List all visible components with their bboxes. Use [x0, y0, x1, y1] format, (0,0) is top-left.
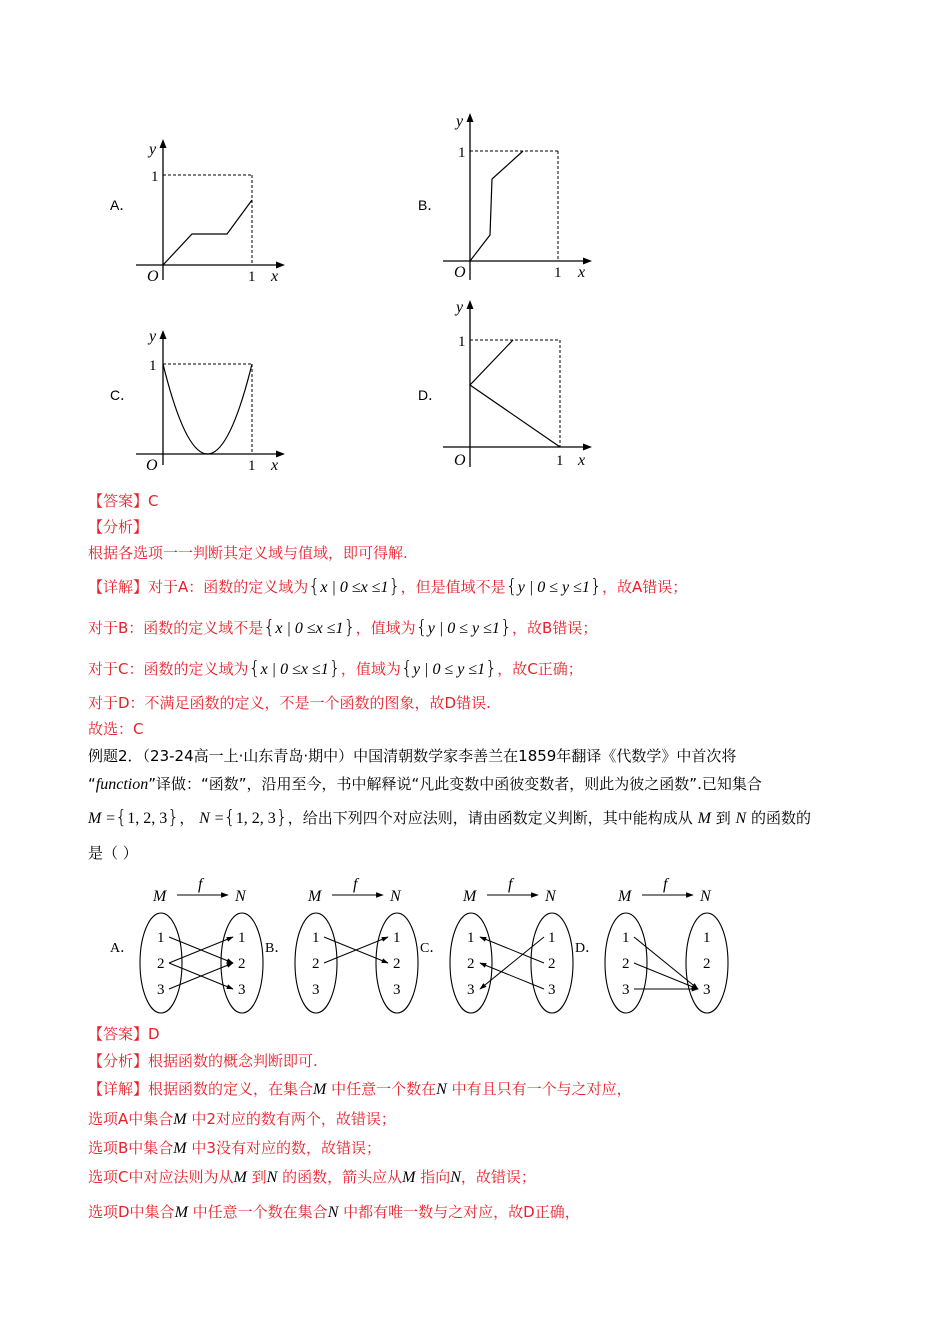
- map-f-label: f: [198, 876, 203, 893]
- analysis-tag-1: 【分析】: [88, 518, 149, 536]
- set-m-element: 3: [157, 982, 165, 998]
- set-n-element: 3: [548, 982, 556, 998]
- detail-line2-a: 选项A中集合M 中2对应的数有两个，故错误；: [88, 1110, 396, 1128]
- y-tick-1: 1: [458, 145, 466, 161]
- detail-line-b: 对于B：函数的定义域不是{x | 0 ≤x ≤1}，值域为{y | 0 ≤ y ≤1}，故B错误；: [88, 616, 598, 638]
- y-axis-label: y: [149, 141, 157, 158]
- origin-label: O: [147, 268, 159, 285]
- set-n-element: 3: [393, 982, 401, 998]
- set-m-element: 1: [312, 930, 320, 946]
- mapping-option-label: D．: [575, 941, 600, 956]
- origin-label: O: [454, 264, 466, 281]
- set-n-element: 3: [238, 982, 246, 998]
- set-n-element: 1: [703, 930, 711, 946]
- y-axis-label: y: [149, 328, 157, 345]
- mapping-diagrams: [100, 870, 760, 1020]
- graph-a: [130, 135, 300, 290]
- set-n-label: N: [545, 888, 556, 905]
- answer-line-2: 【答案】D: [88, 1025, 160, 1043]
- set-n-label: N: [235, 888, 246, 905]
- set-m-label: M: [618, 888, 632, 905]
- mapping-arrow: [480, 937, 544, 963]
- set-n-label: N: [700, 888, 711, 905]
- set-n-element: 2: [238, 956, 246, 972]
- set-m-element: 3: [467, 982, 475, 998]
- map-f-label: f: [663, 876, 668, 893]
- x-axis-label: x: [271, 268, 279, 285]
- detail-line2-d: 选项D中集合M 中任意一个数在集合N 中都有唯一数与之对应，故D正确，: [88, 1203, 580, 1221]
- graph-c: [130, 325, 300, 475]
- option-label-b: B．: [418, 197, 442, 213]
- option-label-d: D．: [418, 387, 443, 403]
- origin-label: O: [146, 457, 158, 474]
- mapping-option-label: A．: [110, 941, 135, 956]
- set-m-element: 1: [467, 930, 475, 946]
- example2-line4: 是（ ）: [88, 844, 138, 862]
- set-n-element: 2: [393, 956, 401, 972]
- y-axis-label: y: [456, 113, 464, 130]
- graph-d: [437, 295, 607, 475]
- set-m-element: 3: [312, 982, 320, 998]
- detail-line-d: 对于D：不满足函数的定义，不是一个函数的图象，故D错误.: [88, 694, 491, 712]
- option-label-c: C．: [110, 387, 135, 403]
- set-n-element: 3: [703, 982, 711, 998]
- analysis-line-2: 【分析】根据函数的概念判断即可.: [88, 1052, 318, 1070]
- option-label-a: A．: [110, 197, 134, 213]
- example2-line2: “function”译做：“函数”，沿用至今，书中解释说“凡此变数中函彼变数者，则此为彼之函数”.已知集合: [88, 775, 762, 793]
- set-m-element: 1: [157, 930, 165, 946]
- set-m-element: 1: [622, 930, 630, 946]
- example2-line1: 例题2．（23-24高一上·山东青岛·期中）中国清朝数学家李善兰在1859年翻译《代数学》中首次将: [88, 747, 737, 765]
- set-n-element: 1: [548, 930, 556, 946]
- detail-line-a: 【详解】对于A：函数的定义域为{x | 0 ≤x ≤1}，但是值域不是{y | 0 ≤ y ≤1}，故A错误；: [88, 575, 688, 597]
- detail-line2-c: 选项C中对应法则为从M 到N 的函数，箭头应从M 指向N，故错误；: [88, 1168, 536, 1186]
- x-tick-1: 1: [248, 458, 256, 474]
- answer-line-1: 【答案】C: [88, 492, 159, 510]
- set-m-label: M: [308, 888, 322, 905]
- set-n-element: 1: [393, 930, 401, 946]
- x-axis-label: x: [578, 264, 586, 281]
- map-f-label: f: [508, 876, 513, 893]
- x-tick-1: 1: [554, 265, 562, 281]
- set-m-element: 2: [312, 956, 320, 972]
- y-tick-1: 1: [149, 358, 157, 374]
- x-axis-label: x: [578, 452, 586, 469]
- mapping-arrow: [634, 963, 698, 989]
- analysis-text-1: 根据各选项一一判断其定义域与值域，即可得解.: [88, 544, 408, 562]
- detail-line2-1: 【详解】根据函数的定义，在集合M 中任意一个数在N 中有且只有一个与之对应，: [88, 1080, 632, 1098]
- y-tick-1: 1: [458, 334, 466, 350]
- set-n-label: N: [390, 888, 401, 905]
- set-m-element: 2: [157, 956, 165, 972]
- mapping-option-label: C．: [420, 941, 444, 956]
- mapping-arrow: [634, 937, 698, 989]
- detail-line-c: 对于C：函数的定义域为{x | 0 ≤x ≤1}，值域为{y | 0 ≤ y ≤1}，故C正确；: [88, 657, 583, 679]
- x-axis-label: x: [271, 457, 279, 474]
- set-n-element: 1: [238, 930, 246, 946]
- y-tick-1: 1: [151, 169, 159, 185]
- mapping-arrow: [480, 937, 544, 989]
- map-f-label: f: [353, 876, 358, 893]
- set-m-label: M: [463, 888, 477, 905]
- set-m-element: 2: [467, 956, 475, 972]
- set-n-element: 2: [548, 956, 556, 972]
- origin-label: O: [454, 452, 466, 469]
- set-n-element: 2: [703, 956, 711, 972]
- example2-line3: M ={1, 2, 3}， N ={1, 2, 3}，给出下列四个对应法则，请由函数定义判断，其中能构成从 M 到 N 的函数的: [88, 806, 811, 828]
- y-axis-label: y: [456, 299, 464, 316]
- choose-line-1: 故选：C: [88, 720, 144, 738]
- graph-b: [437, 108, 607, 288]
- x-tick-1: 1: [248, 269, 256, 285]
- mapping-option-label: B．: [265, 941, 289, 956]
- detail-line2-b: 选项B中集合M 中3没有对应的数，故错误；: [88, 1139, 381, 1157]
- set-m-label: M: [153, 888, 167, 905]
- set-m-element: 3: [622, 982, 630, 998]
- set-m-element: 2: [622, 956, 630, 972]
- x-tick-1: 1: [556, 453, 564, 469]
